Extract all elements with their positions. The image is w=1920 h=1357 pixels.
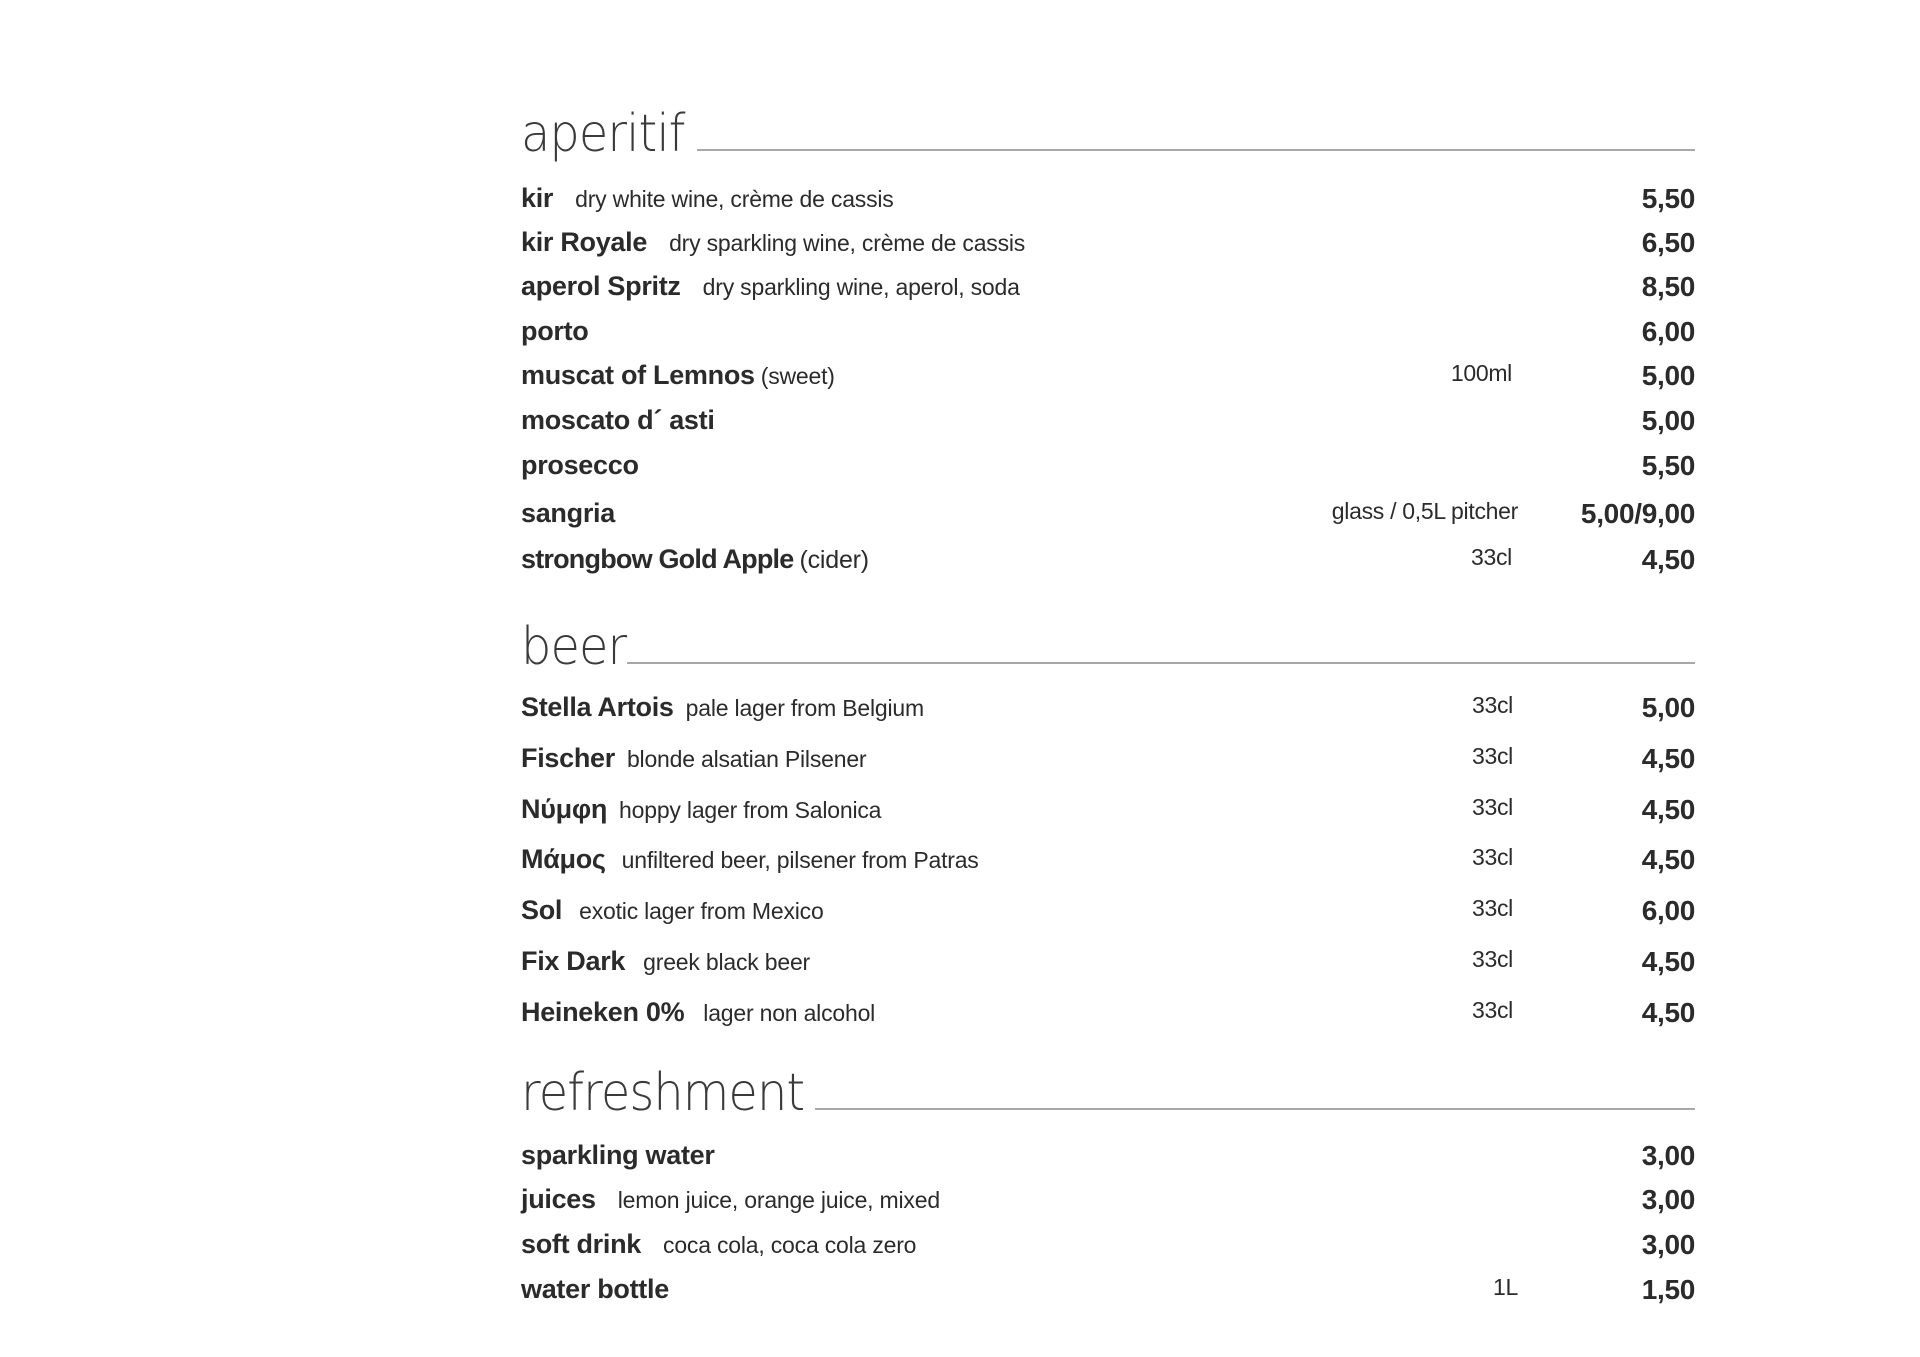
item-price: 4,50 (1641, 844, 1695, 875)
item-name: Fix Dark (521, 946, 626, 976)
item-description: coca cola, coca cola zero (663, 1232, 917, 1258)
menu-item (521, 1184, 1695, 1228)
section-refreshment (521, 1059, 1695, 1123)
item-description: dry sparkling wine, crème de cassis (669, 230, 1026, 256)
item-price: 1,50 (1641, 1274, 1695, 1305)
item-name: Heineken 0% (521, 997, 685, 1027)
item-price: 3,00 (1641, 1140, 1695, 1171)
section-title: aperitif (521, 104, 685, 164)
item-price: 4,50 (1641, 946, 1695, 977)
section-divider (697, 149, 1695, 151)
item-size: 33cl (1472, 946, 1513, 972)
item-price: 5,00 (1641, 692, 1695, 723)
item-description: pale lager from Belgium (685, 695, 924, 721)
section-beer (521, 613, 1695, 677)
section-aperitif (521, 100, 1695, 164)
item-price: 5,50 (1641, 450, 1695, 481)
item-description: greek black beer (643, 949, 810, 975)
item-price: 6,00 (1641, 895, 1695, 926)
menu-item (521, 794, 1695, 838)
item-description: exotic lager from Mexico (579, 898, 824, 924)
item-price: 5,00 (1641, 360, 1695, 391)
item-name: sparkling water (521, 1140, 715, 1170)
item-name: kir Royale (521, 227, 648, 257)
menu-item (521, 1229, 1695, 1273)
item-price: 4,50 (1641, 794, 1695, 825)
item-name: moscato d´ asti (521, 405, 715, 435)
menu-item (521, 405, 1695, 449)
item-size: 33cl (1472, 895, 1513, 921)
menu-item (521, 227, 1695, 271)
menu-item (521, 895, 1695, 939)
menu-item (521, 271, 1695, 315)
item-price: 5,50 (1641, 183, 1695, 214)
item-name: juices (521, 1184, 596, 1214)
section-header (521, 100, 1695, 164)
item-name: muscat of Lemnos (521, 360, 755, 390)
menu-item (521, 1140, 1695, 1184)
section-divider (627, 662, 1695, 664)
item-price: 6,50 (1641, 227, 1695, 258)
item-name: prosecco (521, 450, 639, 480)
section-header (521, 613, 1695, 677)
item-price: 3,00 (1641, 1229, 1695, 1260)
item-description: blonde alsatian Pilsener (626, 746, 867, 772)
item-size: 33cl (1472, 692, 1513, 718)
item-size: 33cl (1472, 743, 1513, 769)
item-size: glass / 0,5L pitcher (1331, 498, 1518, 524)
item-price: 4,50 (1641, 997, 1695, 1028)
menu-item (521, 316, 1695, 360)
menu-item (521, 544, 1695, 588)
section-title: beer (521, 617, 627, 677)
item-size: 33cl (1472, 794, 1513, 820)
item-price: 3,00 (1641, 1184, 1695, 1215)
section-divider (815, 1108, 1695, 1110)
item-size: 1L (1493, 1274, 1518, 1300)
item-name: aperol Spritz (521, 271, 681, 301)
item-price: 8,50 (1641, 271, 1695, 302)
menu-item (521, 743, 1695, 787)
menu-item (521, 946, 1695, 990)
item-size: 33cl (1471, 544, 1512, 570)
item-description: lemon juice, orange juice, mixed (617, 1187, 940, 1213)
item-name: Μάμος (521, 844, 606, 874)
menu-item (521, 183, 1695, 227)
item-price: 6,00 (1641, 316, 1695, 347)
section-title: refreshment (521, 1063, 805, 1123)
item-description: (cider) (799, 546, 869, 574)
item-price: 4,50 (1641, 743, 1695, 774)
item-description: dry sparkling wine, aperol, soda (702, 274, 1020, 300)
menu-item (521, 692, 1695, 736)
item-description: lager non alcohol (703, 1000, 876, 1026)
item-name: Νύμφη (521, 794, 608, 824)
item-description: hoppy lager from Salonica (619, 797, 882, 823)
menu-item (521, 450, 1695, 494)
item-name: kir (521, 183, 554, 213)
menu-item (521, 1274, 1695, 1318)
menu-item (521, 360, 1695, 404)
item-description: dry white wine, crème de cassis (575, 186, 894, 212)
item-name: strongbow Gold Apple (521, 544, 794, 574)
item-name: porto (521, 316, 589, 346)
item-price: 4,50 (1641, 544, 1695, 575)
menu-item (521, 844, 1695, 888)
menu-item (521, 498, 1695, 542)
item-name: Stella Artois (521, 692, 674, 722)
section-header (521, 1059, 1695, 1123)
item-size: 33cl (1472, 844, 1513, 870)
item-description: unfiltered beer, pilsener from Patras (621, 847, 979, 873)
item-price: 5,00/9,00 (1580, 498, 1695, 529)
item-description: (sweet) (760, 363, 835, 389)
menu-item (521, 997, 1695, 1041)
item-name: Fischer (521, 743, 615, 773)
item-name: Sol (521, 895, 563, 925)
item-name: soft drink (521, 1229, 642, 1259)
item-size: 33cl (1472, 997, 1513, 1023)
item-size: 100ml (1450, 360, 1512, 386)
item-name: sangria (521, 498, 615, 528)
item-price: 5,00 (1641, 405, 1695, 436)
item-name: water bottle (521, 1274, 669, 1304)
